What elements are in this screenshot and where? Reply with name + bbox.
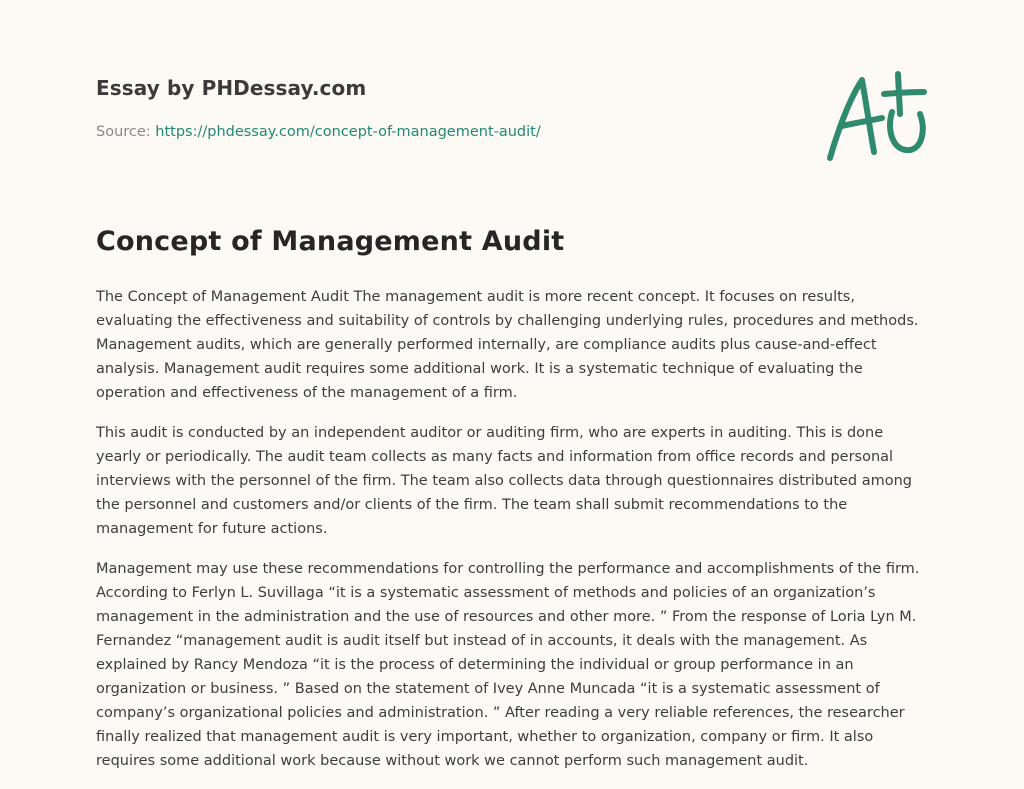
- source-label: Source:: [96, 124, 151, 140]
- essay-paragraph: Management may use these recommendations for controlling the performance and accomplishments of the firm. According to Ferlyn L. Suvillaga “it is a systematic assessment of methods and policies of an organization’s management in the administration and the use of resources and other more. ” From the response of Loria Lyn M. Fernandez “management audit is audit itself but instead of in accounts, it deals with the management. As explained by Rancy Mendoza “it is the process of determining the individual or group performance in an organization or business. ” Based on the statement of Ivey Anne Muncada “it is a systematic assessment of company’s organizational policies and administration. ” After reading a very reliable references, the researcher finally realized that management audit is very important, whether to organization, company or firm. It also requires some additional work because without work we cannot perform such management audit.: [96, 561, 920, 769]
- essay-paragraph: This audit is conducted by an independent auditor or auditing firm, who are experts in auditing. This is done yearly or periodically. The audit team collects as many facts and information from office records and personal interviews with the personnel of the firm. The team also collects data through questionnaires distributed among the personnel and customers and/or clients of the firm. The team shall submit recommendations to the management for future actions.: [96, 425, 913, 537]
- a-plus-logo-icon: [820, 68, 932, 164]
- source-line: [96, 124, 541, 140]
- source-link[interactable]: https://phdessay.com/concept-of-management-audit/: [155, 124, 541, 140]
- essay-body: [96, 285, 928, 789]
- essay-paragraph: The Concept of Management Audit The management audit is more recent concept. It focuses on results, evaluating the effectiveness and suitability of controls by challenging underlying rules, procedures and methods. Management audits, which are generally performed internally, are compliance audits plus cause-and-effect analysis. Management audit requires some additional work. It is a systematic technique of evaluating the operation and effectiveness of the management of a firm.: [96, 289, 919, 401]
- site-brand: Essay by PHDessay.com: [96, 76, 367, 100]
- essay-title: Concept of Management Audit: [96, 226, 565, 257]
